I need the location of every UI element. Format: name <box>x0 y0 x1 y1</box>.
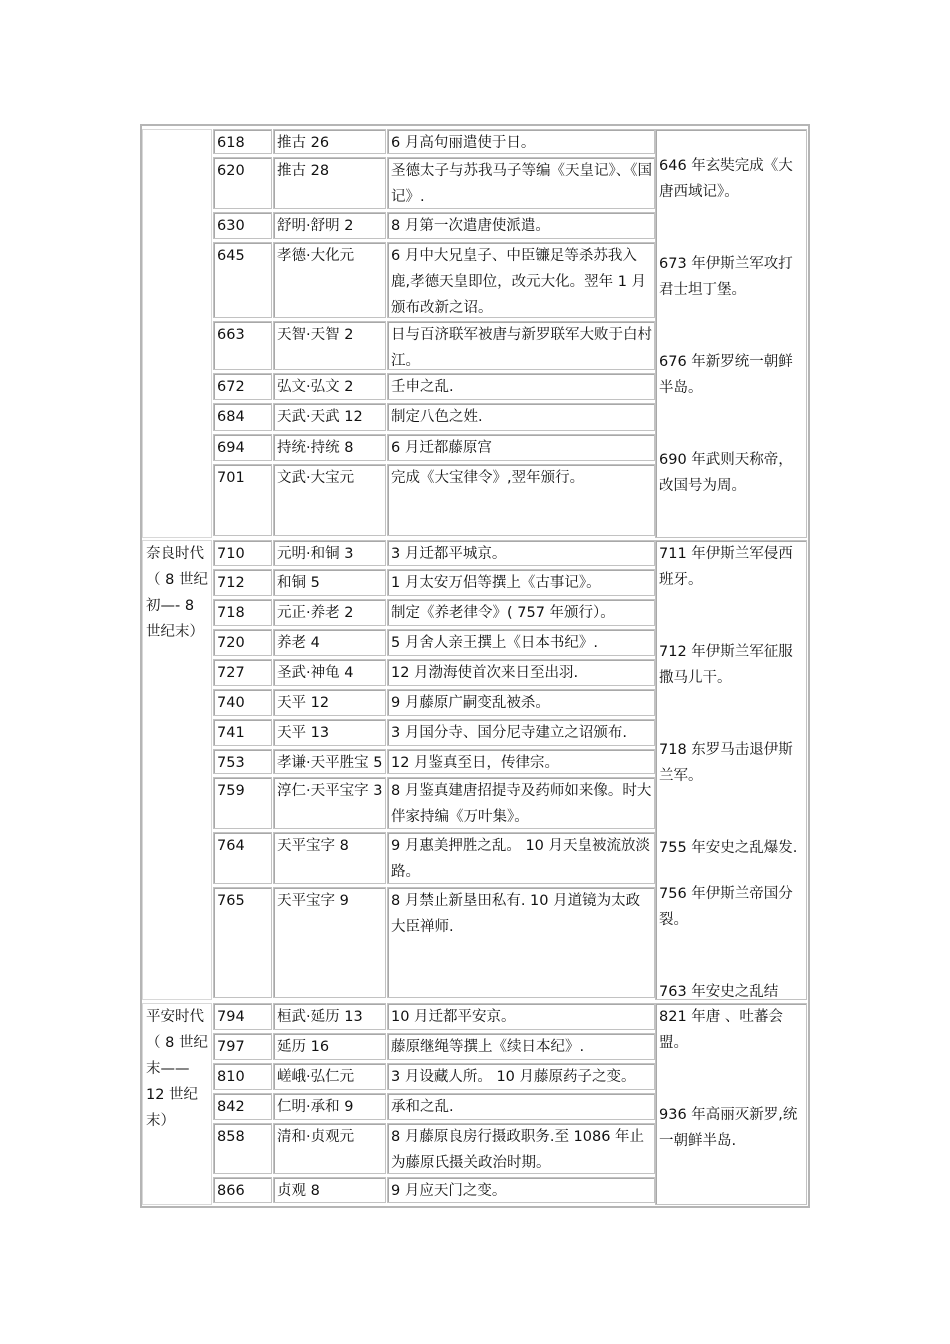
event-cell: 8 月禁止新垦田私有. 10 月道镜为太政大臣禅师. <box>387 887 655 998</box>
event-cell: 日与百济联军被唐与新罗联军大败于白村江。 <box>387 321 655 370</box>
era-cell: 奈良时代（ 8 世纪初—- 8 世纪末） <box>142 540 212 1000</box>
reign-cell: 天平 13 <box>273 719 386 746</box>
year-cell: 727 <box>213 659 272 686</box>
world-event-item: 676 年新罗统一朝鲜半岛。 <box>659 354 793 396</box>
event-cell: 3 月设藏人所。 10 月藤原药子之变。 <box>387 1063 655 1090</box>
event-cell: 8 月鉴真建唐招提寺及药师如来像。时大伴家持编《万叶集》。 <box>387 777 655 829</box>
event-cell: 完成《大宝律令》,翌年颁行。 <box>387 464 655 536</box>
year-cell: 794 <box>213 1003 272 1030</box>
reign-cell: 孝谦·天平胜宝 5 <box>273 749 386 774</box>
year-cell: 672 <box>213 373 272 400</box>
world-event-item: 718 东罗马击退伊斯兰军。 <box>659 742 793 784</box>
year-cell: 701 <box>213 464 272 536</box>
reign-cell: 元明·和铜 3 <box>273 540 386 566</box>
event-cell: 9 月应天门之变。 <box>387 1177 655 1203</box>
reign-cell: 推古 28 <box>273 157 386 209</box>
year-cell: 684 <box>213 403 272 431</box>
reign-cell: 仁明·承和 9 <box>273 1093 386 1120</box>
year-cell: 866 <box>213 1177 272 1203</box>
reign-cell: 天智·天智 2 <box>273 321 386 370</box>
event-cell: 制定八色之姓. <box>387 403 655 431</box>
year-cell: 694 <box>213 434 272 461</box>
year-cell: 710 <box>213 540 272 566</box>
world-event-item: 673 年伊斯兰军攻打君士坦丁堡。 <box>659 256 793 298</box>
world-events-cell <box>655 1003 807 1205</box>
reign-cell: 和铜 5 <box>273 569 386 596</box>
year-cell: 810 <box>213 1063 272 1090</box>
year-cell: 630 <box>213 212 272 239</box>
event-cell: 3 月国分寺、国分尼寺建立之诏颁布. <box>387 719 655 746</box>
world-event-item <box>659 1200 804 1205</box>
era-cell: 平安时代（ 8 世纪末—— 12 世纪末） <box>142 1003 212 1205</box>
world-event-item: 763 年安史之乱结 <box>659 984 779 1000</box>
world-event-item: 756 年伊斯兰帝国分裂。 <box>659 886 793 928</box>
event-cell: 5 月舍人亲王撰上《日本书纪》. <box>387 629 655 656</box>
reign-cell: 清和·贞观元 <box>273 1123 386 1174</box>
reign-cell: 圣武·神龟 4 <box>273 659 386 686</box>
world-event-item: 712 年伊斯兰军征服撒马儿干。 <box>659 644 793 686</box>
year-cell: 764 <box>213 832 272 884</box>
year-cell: 741 <box>213 719 272 746</box>
event-cell: 6 月迁都藤原宫 <box>387 434 655 461</box>
reign-cell: 桓武·延历 13 <box>273 1003 386 1030</box>
event-cell: 10 月迁都平安京。 <box>387 1003 655 1030</box>
reign-cell: 延历 16 <box>273 1033 386 1060</box>
reign-cell: 天武·天武 12 <box>273 403 386 431</box>
year-cell: 663 <box>213 321 272 370</box>
event-cell: 8 月藤原良房行摄政职务.至 1086 年止为藤原氏摄关政治时期。 <box>387 1123 655 1174</box>
event-cell: 6 月高句丽遣使于日。 <box>387 129 655 154</box>
world-events-cell <box>655 540 807 1000</box>
world-event-item: 690 年武则天称帝，改国号为周。 <box>659 452 793 494</box>
reign-cell: 持统·持统 8 <box>273 434 386 461</box>
reign-cell: 弘文·弘文 2 <box>273 373 386 400</box>
event-cell: 8 月第一次遣唐使派遣。 <box>387 212 655 239</box>
reign-cell: 推古 26 <box>273 129 386 154</box>
world-event-item: 821 年唐 、吐蕃会盟。 <box>659 1009 783 1051</box>
world-event-item: 936 年高丽灭新罗,统一朝鲜半岛. <box>659 1107 798 1149</box>
reign-cell: 养老 4 <box>273 629 386 656</box>
year-cell: 620 <box>213 157 272 209</box>
event-cell: 9 月惠美押胜之乱。 10 月天皇被流放淡路。 <box>387 832 655 884</box>
reign-cell: 文武·大宝元 <box>273 464 386 536</box>
reign-cell: 贞观 8 <box>273 1177 386 1203</box>
year-cell: 759 <box>213 777 272 829</box>
year-cell: 842 <box>213 1093 272 1120</box>
world-events-cell <box>655 129 807 538</box>
event-cell: 3 月迁都平城京。 <box>387 540 655 566</box>
year-cell: 740 <box>213 689 272 716</box>
reign-cell: 嵯峨·弘仁元 <box>273 1063 386 1090</box>
reign-cell: 天平宝字 9 <box>273 887 386 998</box>
year-cell: 753 <box>213 749 272 774</box>
reign-cell: 天平宝字 8 <box>273 832 386 884</box>
event-cell: 1 月太安万侣等撰上《古事记》。 <box>387 569 655 596</box>
year-cell: 712 <box>213 569 272 596</box>
event-cell: 9 月藤原广嗣变乱被杀。 <box>387 689 655 716</box>
event-cell: 制定《养老律令》( 757 年颁行）。 <box>387 599 655 626</box>
year-cell: 765 <box>213 887 272 998</box>
world-event-item: 755 年安史之乱爆发. <box>659 840 798 856</box>
year-cell: 718 <box>213 599 272 626</box>
year-cell: 720 <box>213 629 272 656</box>
event-cell: 6 月中大兄皇子、中臣镰足等杀苏我入鹿,孝德天皇即位，改元大化。翌年 1 月颁布改新之诏。 <box>387 242 655 318</box>
event-cell: 12 月鉴真至日，传律宗。 <box>387 749 655 774</box>
event-cell: 藤原继绳等撰上《续日本纪》. <box>387 1033 655 1060</box>
year-cell: 618 <box>213 129 272 154</box>
event-cell: 圣德太子与苏我马子等编《天皇记》、《国记》. <box>387 157 655 209</box>
year-cell: 858 <box>213 1123 272 1174</box>
event-cell: 12 月渤海使首次来日至出羽. <box>387 659 655 686</box>
year-cell: 797 <box>213 1033 272 1060</box>
reign-cell: 天平 12 <box>273 689 386 716</box>
reign-cell: 孝德·大化元 <box>273 242 386 318</box>
world-event-item: 646 年玄奘完成《大唐西域记》。 <box>659 158 793 200</box>
event-cell: 壬申之乱. <box>387 373 655 400</box>
event-cell: 承和之乱. <box>387 1093 655 1120</box>
year-cell: 645 <box>213 242 272 318</box>
reign-cell: 元正·养老 2 <box>273 599 386 626</box>
era-cell <box>142 129 212 538</box>
world-event-item: 711 年伊斯兰军侵西班牙。 <box>659 546 793 588</box>
reign-cell: 舒明·舒明 2 <box>273 212 386 239</box>
reign-cell: 淳仁·天平宝字 3 <box>273 777 386 829</box>
